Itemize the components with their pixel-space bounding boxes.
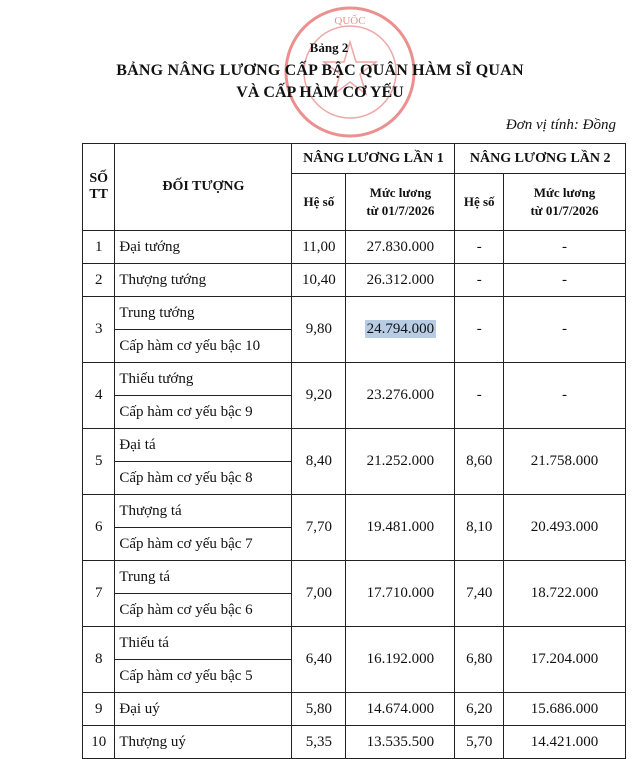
table-row <box>83 429 626 462</box>
row-stt: 10 <box>83 726 115 759</box>
table-row <box>83 561 626 594</box>
row-salary-1 <box>346 561 455 627</box>
svg-text:QUỐC: QUỐC <box>334 15 366 27</box>
row-coef-2: - <box>455 264 504 297</box>
row-salary-2: 18.722.000 <box>503 561 625 627</box>
row-salary-1 <box>346 363 455 429</box>
row-salary-2: 20.493.000 <box>503 495 625 561</box>
col-salary-2: Mức lương từ 01/7/2026 <box>503 174 625 231</box>
table-row <box>83 231 626 264</box>
row-object: Trung tá <box>115 561 292 594</box>
row-salary-1 <box>346 429 455 495</box>
row-object-secondary: Cấp hàm cơ yếu bậc 6 <box>115 594 292 627</box>
row-stt: 5 <box>83 429 115 495</box>
row-coef-1: 11,00 <box>292 231 346 264</box>
row-salary-1 <box>346 693 455 726</box>
row-salary-1-value: 23.276.000 <box>366 387 435 403</box>
row-salary-1 <box>346 726 455 759</box>
row-object: Đại tá <box>115 429 292 462</box>
row-stt: 7 <box>83 561 115 627</box>
row-coef-2: 8,10 <box>455 495 504 561</box>
row-stt: 3 <box>83 297 115 363</box>
row-coef-2: 7,40 <box>455 561 504 627</box>
row-object: Thiếu tá <box>115 627 292 660</box>
row-coef-2: - <box>455 231 504 264</box>
row-salary-2: - <box>503 231 625 264</box>
row-salary-1 <box>346 264 455 297</box>
page-title: BẢNG NÂNG LƯƠNG CẤP BẬC QUÂN HÀM SĨ QUAN <box>116 62 524 79</box>
row-salary-1-value: 27.830.000 <box>366 238 435 255</box>
col-coef-2: Hệ số <box>455 174 504 231</box>
row-coef-1: 8,40 <box>292 429 346 495</box>
row-salary-2: 14.421.000 <box>503 726 625 759</box>
row-salary-2: - <box>503 297 625 363</box>
col-coef-1: Hệ số <box>292 174 346 231</box>
row-stt: 4 <box>83 363 115 429</box>
page-title-line2: VÀ CẤP HÀM CƠ YẾU <box>236 84 404 101</box>
row-coef-1: 9,20 <box>292 363 346 429</box>
row-salary-2: - <box>503 264 625 297</box>
title-block <box>0 40 640 102</box>
col-salary-1: Mức lương từ 01/7/2026 <box>346 174 455 231</box>
row-coef-2: - <box>455 297 504 363</box>
row-salary-1 <box>346 495 455 561</box>
row-salary-1-value: 26.312.000 <box>366 271 435 288</box>
row-salary-1 <box>346 627 455 693</box>
row-coef-2: 6,80 <box>455 627 504 693</box>
row-object-secondary: Cấp hàm cơ yếu bậc 5 <box>115 660 292 693</box>
row-object: Thiếu tướng <box>115 363 292 396</box>
row-coef-1: 7,70 <box>292 495 346 561</box>
row-object: Thượng uý <box>115 726 292 759</box>
header-row <box>83 144 626 174</box>
row-coef-2: - <box>455 363 504 429</box>
table-row <box>83 264 626 297</box>
table-row <box>83 627 626 660</box>
row-salary-1-value: 16.192.000 <box>366 651 435 667</box>
row-salary-1-value: 17.710.000 <box>366 585 435 601</box>
row-salary-1-value: 24.794.000 <box>366 321 435 337</box>
row-object: Trung tướng <box>115 297 292 330</box>
row-object: Đại tướng <box>115 231 292 264</box>
row-coef-2: 8,60 <box>455 429 504 495</box>
col-object: ĐỐI TƯỢNG <box>115 144 292 231</box>
row-coef-1: 5,35 <box>292 726 346 759</box>
row-stt: 6 <box>83 495 115 561</box>
row-stt: 1 <box>83 231 115 264</box>
row-object-secondary: Cấp hàm cơ yếu bậc 10 <box>115 330 292 363</box>
row-coef-1: 6,40 <box>292 627 346 693</box>
table-row <box>83 693 626 726</box>
row-coef-2: 5,70 <box>455 726 504 759</box>
table-row <box>83 495 626 528</box>
row-salary-2: 15.686.000 <box>503 693 625 726</box>
row-coef-2: 6,20 <box>455 693 504 726</box>
col-raise-1: NÂNG LƯƠNG LẦN 1 <box>292 144 455 174</box>
row-salary-1-value: 21.252.000 <box>366 453 435 469</box>
table-row <box>83 363 626 396</box>
row-stt: 2 <box>83 264 115 297</box>
row-object: Đại uý <box>115 693 292 726</box>
table-row <box>83 726 626 759</box>
table-number: Bảng 2 <box>309 40 349 55</box>
table-row <box>83 297 626 330</box>
col-stt: SỐ TT <box>83 144 115 231</box>
row-salary-2: 17.204.000 <box>503 627 625 693</box>
row-salary-1 <box>346 297 455 363</box>
row-object-secondary: Cấp hàm cơ yếu bậc 8 <box>115 462 292 495</box>
row-object-secondary: Cấp hàm cơ yếu bậc 9 <box>115 396 292 429</box>
row-object-secondary: Cấp hàm cơ yếu bậc 7 <box>115 528 292 561</box>
row-salary-1-value: 14.674.000 <box>366 700 435 717</box>
row-coef-1: 7,00 <box>292 561 346 627</box>
row-coef-1: 10,40 <box>292 264 346 297</box>
row-stt: 8 <box>83 627 115 693</box>
row-object: Thượng tướng <box>115 264 292 297</box>
row-salary-1-value: 13.535.500 <box>366 733 435 750</box>
row-salary-2: - <box>503 363 625 429</box>
row-coef-1: 5,80 <box>292 693 346 726</box>
row-salary-2: 21.758.000 <box>503 429 625 495</box>
row-salary-1-value: 19.481.000 <box>366 519 435 535</box>
unit-label: Đơn vị tính: Đồng <box>505 117 616 133</box>
row-object: Thượng tá <box>115 495 292 528</box>
row-stt: 9 <box>83 693 115 726</box>
row-salary-1 <box>346 231 455 264</box>
row-coef-1: 9,80 <box>292 297 346 363</box>
col-raise-2: NÂNG LƯƠNG LẦN 2 <box>455 144 626 174</box>
salary-table <box>82 143 626 759</box>
